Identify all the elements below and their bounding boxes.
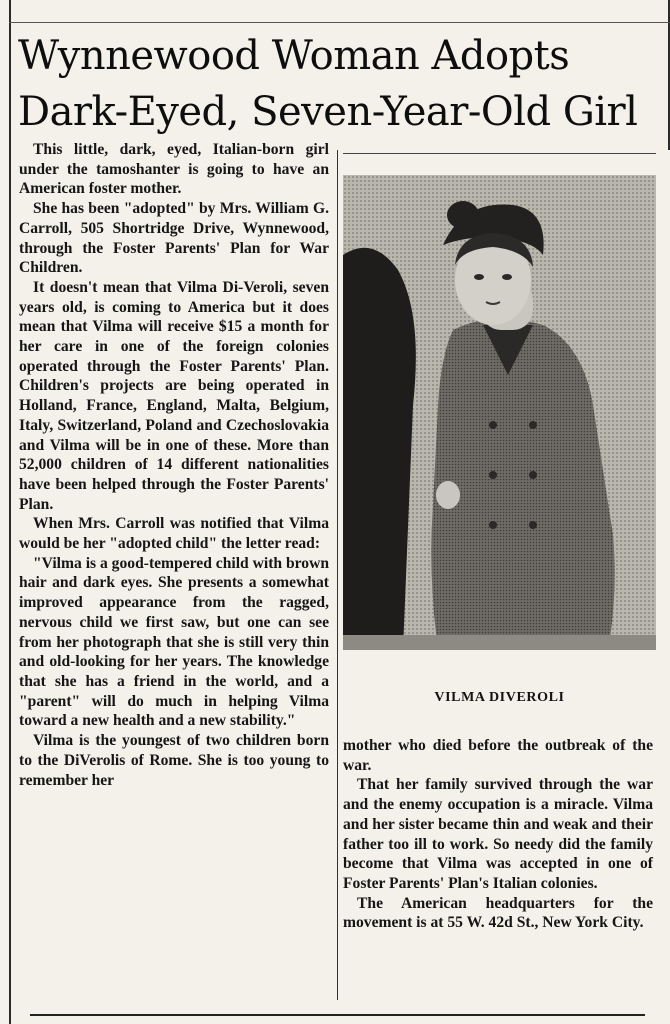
article-paragraph: mother who died before the outbreak of the war.	[343, 737, 653, 774]
article-paragraph: She has been "adopted" by Mrs. William G. Carroll, 505 Shortridge Drive, Wynnewood, through the Foster Parents' Plan for War Children.	[19, 200, 329, 277]
photo-top-rule	[343, 153, 656, 154]
left-border-rule	[9, 0, 11, 1024]
article-paragraph: That her family survived through the war and the enemy occupation is a miracle. Vilma and her sister became thin and weak and their father too ill to work. So needy did the family become that Vilma was accepted in one of Foster Parents' Plan's Italian colonies.	[343, 776, 653, 892]
photo-illustration	[343, 175, 656, 650]
girl-photo	[343, 175, 656, 650]
bottom-border-rule	[30, 1014, 645, 1016]
article-paragraph: "Vilma is a good-tempered child with brown hair and dark eyes. She presents a somewhat improved appearance from the ragged, nervous child we first saw, but one can see from her photograph that she is still very thin and old-looking for her years. The knowledge that she has a friend in the world, and a "parent" will do much in helping Vilma toward a new health and a new stability."	[19, 554, 329, 730]
article-paragraph: When Mrs. Carroll was notified that Vilma would be her "adopted child" the letter read:	[19, 515, 329, 553]
column-divider	[337, 150, 338, 1000]
headline-line-2: Dark-Eyed, Seven-Year-Old Girl	[18, 89, 638, 135]
right-text-column	[343, 736, 653, 933]
article-paragraph: The American headquarters for the movement is at 55 W. 42d St., New York City.	[343, 894, 653, 932]
left-text-column	[19, 140, 329, 790]
top-border-rule	[9, 22, 670, 23]
article-headline	[18, 28, 663, 140]
article-paragraph: This little, dark, eyed, Italian-born girl under the tamoshanter is going to have an American foster mother.	[19, 141, 329, 198]
photo-caption: VILMA DIVEROLI	[434, 690, 565, 705]
article-paragraph: It doesn't mean that Vilma Di-Veroli, seven years old, is coming to America but it does mean that Vilma will receive $15 a month for her care in one of the foreign colonies operated through the Foster Parents' Plan. Children's projects are being operated in Holland, France, England, Malta, Belgium, Italy, Switzerland, Poland and Czechoslovakia and Vilma will be in one of these. More than 52,000 children of 14 different nationalities have been helped through the Foster Parents' Plan.	[19, 278, 329, 513]
article-paragraph: Vilma is the youngest of two children born to the DiVerolis of Rome. She is too young to remember her	[19, 732, 329, 789]
headline-line-1: Wynnewood Woman Adopts	[18, 33, 570, 79]
